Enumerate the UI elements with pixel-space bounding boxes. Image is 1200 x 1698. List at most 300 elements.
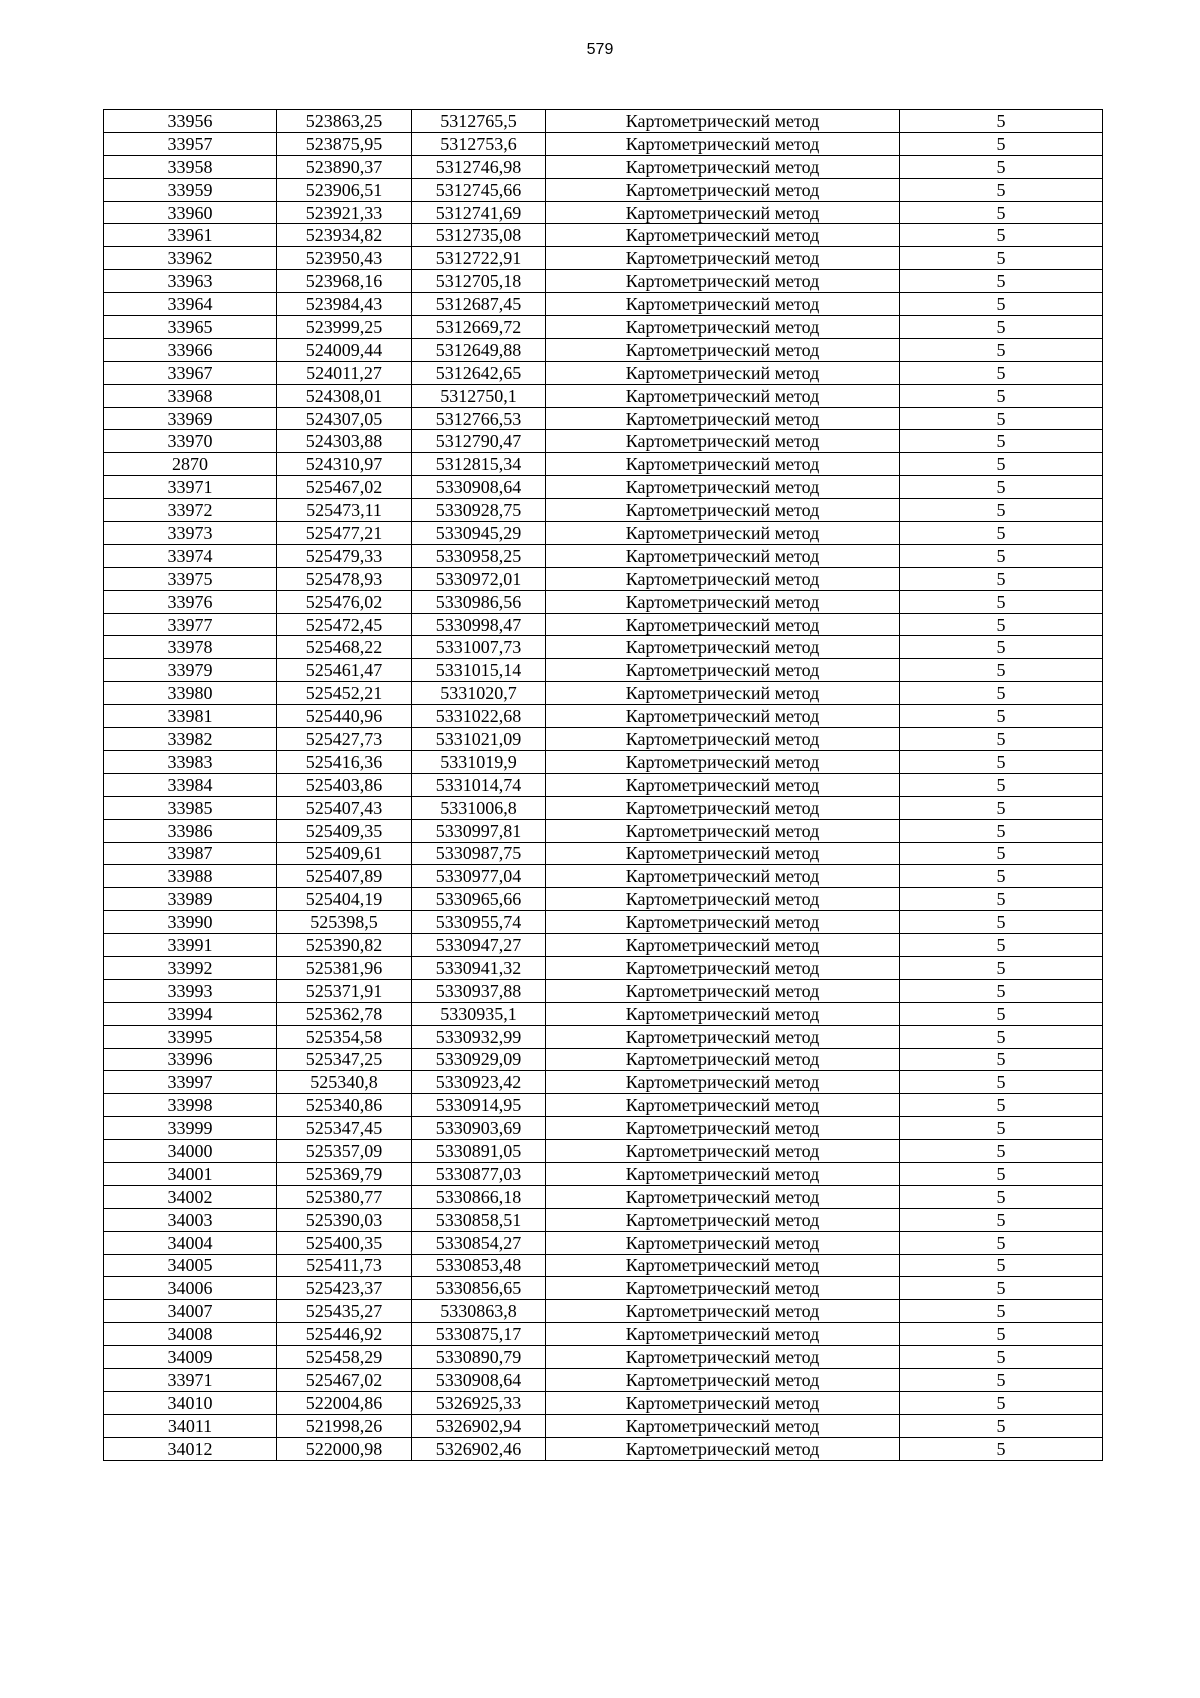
accuracy-cell: 5	[900, 1414, 1103, 1437]
y-coordinate-cell: 5312741,69	[412, 201, 546, 224]
x-coordinate-cell: 524307,05	[277, 407, 412, 430]
accuracy-cell: 5	[900, 567, 1103, 590]
point-number-cell: 33990	[104, 911, 277, 934]
y-coordinate-cell: 5326902,94	[412, 1414, 546, 1437]
x-coordinate-cell: 525473,11	[277, 499, 412, 522]
point-number-cell: 33973	[104, 522, 277, 545]
point-number-cell: 33971	[104, 1368, 277, 1391]
accuracy-cell: 5	[900, 132, 1103, 155]
point-number-cell: 33972	[104, 499, 277, 522]
point-number-cell: 33964	[104, 293, 277, 316]
method-cell: Картометрический метод	[546, 1162, 900, 1185]
point-number-cell: 34008	[104, 1323, 277, 1346]
table-row	[104, 682, 1103, 705]
method-cell: Картометрический метод	[546, 110, 900, 133]
y-coordinate-cell: 5331015,14	[412, 659, 546, 682]
point-number-cell: 33967	[104, 361, 277, 384]
x-coordinate-cell: 524011,27	[277, 361, 412, 384]
method-cell: Картометрический метод	[546, 338, 900, 361]
method-cell: Картометрический метод	[546, 1277, 900, 1300]
accuracy-cell: 5	[900, 407, 1103, 430]
accuracy-cell: 5	[900, 613, 1103, 636]
x-coordinate-cell: 525371,91	[277, 979, 412, 1002]
table-row	[104, 1094, 1103, 1117]
x-coordinate-cell: 525446,92	[277, 1323, 412, 1346]
x-coordinate-cell: 525416,36	[277, 750, 412, 773]
accuracy-cell: 5	[900, 1277, 1103, 1300]
point-number-cell: 33999	[104, 1117, 277, 1140]
accuracy-cell: 5	[900, 750, 1103, 773]
table-row	[104, 567, 1103, 590]
table-row	[104, 453, 1103, 476]
table-row	[104, 1231, 1103, 1254]
table-row	[104, 361, 1103, 384]
x-coordinate-cell: 525380,77	[277, 1185, 412, 1208]
accuracy-cell: 5	[900, 316, 1103, 339]
table-row	[104, 178, 1103, 201]
x-coordinate-cell: 525440,96	[277, 705, 412, 728]
table-row	[104, 705, 1103, 728]
accuracy-cell: 5	[900, 361, 1103, 384]
y-coordinate-cell: 5326902,46	[412, 1437, 546, 1460]
point-number-cell: 33974	[104, 544, 277, 567]
point-number-cell: 33968	[104, 384, 277, 407]
accuracy-cell: 5	[900, 270, 1103, 293]
coordinates-table-body	[104, 110, 1103, 1461]
method-cell: Картометрический метод	[546, 453, 900, 476]
accuracy-cell: 5	[900, 1002, 1103, 1025]
x-coordinate-cell: 522000,98	[277, 1437, 412, 1460]
accuracy-cell: 5	[900, 1346, 1103, 1369]
point-number-cell: 33959	[104, 178, 277, 201]
y-coordinate-cell: 5330908,64	[412, 476, 546, 499]
method-cell: Картометрический метод	[546, 1231, 900, 1254]
accuracy-cell: 5	[900, 911, 1103, 934]
x-coordinate-cell: 525472,45	[277, 613, 412, 636]
table-row	[104, 132, 1103, 155]
point-number-cell: 33978	[104, 636, 277, 659]
y-coordinate-cell: 5312765,5	[412, 110, 546, 133]
x-coordinate-cell: 525479,33	[277, 544, 412, 567]
accuracy-cell: 5	[900, 1300, 1103, 1323]
accuracy-cell: 5	[900, 178, 1103, 201]
point-number-cell: 33985	[104, 796, 277, 819]
x-coordinate-cell: 525369,79	[277, 1162, 412, 1185]
point-number-cell: 33996	[104, 1048, 277, 1071]
method-cell: Картометрический метод	[546, 1094, 900, 1117]
method-cell: Картометрический метод	[546, 1323, 900, 1346]
accuracy-cell: 5	[900, 636, 1103, 659]
x-coordinate-cell: 524308,01	[277, 384, 412, 407]
accuracy-cell: 5	[900, 522, 1103, 545]
method-cell: Картометрический метод	[546, 476, 900, 499]
x-coordinate-cell: 525458,29	[277, 1346, 412, 1369]
method-cell: Картометрический метод	[546, 178, 900, 201]
point-number-cell: 34003	[104, 1208, 277, 1231]
accuracy-cell: 5	[900, 293, 1103, 316]
x-coordinate-cell: 523984,43	[277, 293, 412, 316]
x-coordinate-cell: 521998,26	[277, 1414, 412, 1437]
accuracy-cell: 5	[900, 1140, 1103, 1163]
y-coordinate-cell: 5312815,34	[412, 453, 546, 476]
y-coordinate-cell: 5331007,73	[412, 636, 546, 659]
method-cell: Картометрический метод	[546, 1048, 900, 1071]
table-row	[104, 659, 1103, 682]
method-cell: Картометрический метод	[546, 1368, 900, 1391]
method-cell: Картометрический метод	[546, 659, 900, 682]
method-cell: Картометрический метод	[546, 1140, 900, 1163]
x-coordinate-cell: 525407,43	[277, 796, 412, 819]
accuracy-cell: 5	[900, 453, 1103, 476]
coordinates-table	[103, 109, 1103, 1461]
point-number-cell: 33966	[104, 338, 277, 361]
point-number-cell: 2870	[104, 453, 277, 476]
accuracy-cell: 5	[900, 1254, 1103, 1277]
method-cell: Картометрический метод	[546, 590, 900, 613]
x-coordinate-cell: 525347,45	[277, 1117, 412, 1140]
accuracy-cell: 5	[900, 590, 1103, 613]
accuracy-cell: 5	[900, 1437, 1103, 1460]
method-cell: Картометрический метод	[546, 819, 900, 842]
y-coordinate-cell: 5330903,69	[412, 1117, 546, 1140]
accuracy-cell: 5	[900, 1391, 1103, 1414]
table-row	[104, 1254, 1103, 1277]
x-coordinate-cell: 523921,33	[277, 201, 412, 224]
y-coordinate-cell: 5330977,04	[412, 865, 546, 888]
point-number-cell: 33991	[104, 934, 277, 957]
method-cell: Картометрический метод	[546, 773, 900, 796]
x-coordinate-cell: 525390,03	[277, 1208, 412, 1231]
table-row	[104, 316, 1103, 339]
point-number-cell: 33958	[104, 155, 277, 178]
x-coordinate-cell: 525340,86	[277, 1094, 412, 1117]
y-coordinate-cell: 5330935,1	[412, 1002, 546, 1025]
point-number-cell: 34009	[104, 1346, 277, 1369]
x-coordinate-cell: 525468,22	[277, 636, 412, 659]
method-cell: Картометрический метод	[546, 750, 900, 773]
x-coordinate-cell: 523950,43	[277, 247, 412, 270]
method-cell: Картометрический метод	[546, 979, 900, 1002]
accuracy-cell: 5	[900, 476, 1103, 499]
x-coordinate-cell: 523934,82	[277, 224, 412, 247]
y-coordinate-cell: 5312642,65	[412, 361, 546, 384]
x-coordinate-cell: 523968,16	[277, 270, 412, 293]
y-coordinate-cell: 5330923,42	[412, 1071, 546, 1094]
method-cell: Картометрический метод	[546, 499, 900, 522]
point-number-cell: 33977	[104, 613, 277, 636]
point-number-cell: 33993	[104, 979, 277, 1002]
point-number-cell: 33975	[104, 567, 277, 590]
method-cell: Картометрический метод	[546, 384, 900, 407]
y-coordinate-cell: 5312750,1	[412, 384, 546, 407]
point-number-cell: 33969	[104, 407, 277, 430]
point-number-cell: 33989	[104, 888, 277, 911]
table-row	[104, 934, 1103, 957]
point-number-cell: 33981	[104, 705, 277, 728]
y-coordinate-cell: 5312722,91	[412, 247, 546, 270]
method-cell: Картометрический метод	[546, 1414, 900, 1437]
accuracy-cell: 5	[900, 338, 1103, 361]
point-number-cell: 33980	[104, 682, 277, 705]
y-coordinate-cell: 5330875,17	[412, 1323, 546, 1346]
y-coordinate-cell: 5330937,88	[412, 979, 546, 1002]
accuracy-cell: 5	[900, 1094, 1103, 1117]
x-coordinate-cell: 525409,61	[277, 842, 412, 865]
point-number-cell: 34004	[104, 1231, 277, 1254]
x-coordinate-cell: 525477,21	[277, 522, 412, 545]
method-cell: Картометрический метод	[546, 888, 900, 911]
table-row	[104, 590, 1103, 613]
method-cell: Картометрический метод	[546, 155, 900, 178]
y-coordinate-cell: 5330965,66	[412, 888, 546, 911]
method-cell: Картометрический метод	[546, 1254, 900, 1277]
x-coordinate-cell: 525354,58	[277, 1025, 412, 1048]
method-cell: Картометрический метод	[546, 842, 900, 865]
method-cell: Картометрический метод	[546, 224, 900, 247]
x-coordinate-cell: 525423,37	[277, 1277, 412, 1300]
y-coordinate-cell: 5330928,75	[412, 499, 546, 522]
point-number-cell: 33970	[104, 430, 277, 453]
method-cell: Картометрический метод	[546, 1391, 900, 1414]
method-cell: Картометрический метод	[546, 201, 900, 224]
point-number-cell: 33963	[104, 270, 277, 293]
y-coordinate-cell: 5330929,09	[412, 1048, 546, 1071]
accuracy-cell: 5	[900, 1071, 1103, 1094]
x-coordinate-cell: 525340,8	[277, 1071, 412, 1094]
point-number-cell: 33965	[104, 316, 277, 339]
accuracy-cell: 5	[900, 682, 1103, 705]
method-cell: Картометрический метод	[546, 934, 900, 957]
method-cell: Картометрический метод	[546, 132, 900, 155]
accuracy-cell: 5	[900, 1231, 1103, 1254]
point-number-cell: 33957	[104, 132, 277, 155]
accuracy-cell: 5	[900, 979, 1103, 1002]
point-number-cell: 34005	[104, 1254, 277, 1277]
table-row	[104, 956, 1103, 979]
point-number-cell: 33956	[104, 110, 277, 133]
method-cell: Картометрический метод	[546, 270, 900, 293]
accuracy-cell: 5	[900, 956, 1103, 979]
y-coordinate-cell: 5330856,65	[412, 1277, 546, 1300]
table-row	[104, 773, 1103, 796]
method-cell: Картометрический метод	[546, 1025, 900, 1048]
y-coordinate-cell: 5331006,8	[412, 796, 546, 819]
table-row	[104, 750, 1103, 773]
x-coordinate-cell: 522004,86	[277, 1391, 412, 1414]
table-row	[104, 1391, 1103, 1414]
method-cell: Картометрический метод	[546, 407, 900, 430]
accuracy-cell: 5	[900, 110, 1103, 133]
table-row	[104, 544, 1103, 567]
y-coordinate-cell: 5312766,53	[412, 407, 546, 430]
x-coordinate-cell: 525478,93	[277, 567, 412, 590]
table-row	[104, 819, 1103, 842]
table-row	[104, 636, 1103, 659]
table-row	[104, 1025, 1103, 1048]
y-coordinate-cell: 5330941,32	[412, 956, 546, 979]
table-row	[104, 430, 1103, 453]
y-coordinate-cell: 5330863,8	[412, 1300, 546, 1323]
point-number-cell: 33987	[104, 842, 277, 865]
table-row	[104, 1414, 1103, 1437]
accuracy-cell: 5	[900, 1048, 1103, 1071]
accuracy-cell: 5	[900, 842, 1103, 865]
y-coordinate-cell: 5330945,29	[412, 522, 546, 545]
accuracy-cell: 5	[900, 247, 1103, 270]
table-row	[104, 293, 1103, 316]
y-coordinate-cell: 5330987,75	[412, 842, 546, 865]
point-number-cell: 33992	[104, 956, 277, 979]
x-coordinate-cell: 525427,73	[277, 728, 412, 751]
method-cell: Картометрический метод	[546, 293, 900, 316]
table-row	[104, 1185, 1103, 1208]
y-coordinate-cell: 5330877,03	[412, 1162, 546, 1185]
accuracy-cell: 5	[900, 544, 1103, 567]
table-row	[104, 1300, 1103, 1323]
y-coordinate-cell: 5330955,74	[412, 911, 546, 934]
point-number-cell: 33979	[104, 659, 277, 682]
table-row	[104, 1071, 1103, 1094]
table-row	[104, 865, 1103, 888]
x-coordinate-cell: 525407,89	[277, 865, 412, 888]
table-row	[104, 979, 1103, 1002]
method-cell: Картометрический метод	[546, 613, 900, 636]
table-row	[104, 270, 1103, 293]
point-number-cell: 33986	[104, 819, 277, 842]
table-row	[104, 476, 1103, 499]
y-coordinate-cell: 5312746,98	[412, 155, 546, 178]
table-row	[104, 384, 1103, 407]
method-cell: Картометрический метод	[546, 1117, 900, 1140]
x-coordinate-cell: 525435,27	[277, 1300, 412, 1323]
table-row	[104, 1368, 1103, 1391]
x-coordinate-cell: 525467,02	[277, 1368, 412, 1391]
table-row	[104, 842, 1103, 865]
x-coordinate-cell: 525347,25	[277, 1048, 412, 1071]
method-cell: Картометрический метод	[546, 361, 900, 384]
point-number-cell: 33995	[104, 1025, 277, 1048]
y-coordinate-cell: 5331014,74	[412, 773, 546, 796]
table-row	[104, 1162, 1103, 1185]
method-cell: Картометрический метод	[546, 911, 900, 934]
x-coordinate-cell: 525452,21	[277, 682, 412, 705]
x-coordinate-cell: 525400,35	[277, 1231, 412, 1254]
method-cell: Картометрический метод	[546, 1002, 900, 1025]
accuracy-cell: 5	[900, 659, 1103, 682]
table-row	[104, 110, 1103, 133]
x-coordinate-cell: 525461,47	[277, 659, 412, 682]
y-coordinate-cell: 5330854,27	[412, 1231, 546, 1254]
x-coordinate-cell: 523890,37	[277, 155, 412, 178]
point-number-cell: 33997	[104, 1071, 277, 1094]
method-cell: Картометрический метод	[546, 247, 900, 270]
point-number-cell: 34011	[104, 1414, 277, 1437]
method-cell: Картометрический метод	[546, 682, 900, 705]
y-coordinate-cell: 5330890,79	[412, 1346, 546, 1369]
y-coordinate-cell: 5330914,95	[412, 1094, 546, 1117]
x-coordinate-cell: 524303,88	[277, 430, 412, 453]
accuracy-cell: 5	[900, 705, 1103, 728]
point-number-cell: 34002	[104, 1185, 277, 1208]
method-cell: Картометрический метод	[546, 705, 900, 728]
x-coordinate-cell: 525362,78	[277, 1002, 412, 1025]
table-row	[104, 728, 1103, 751]
table-row	[104, 888, 1103, 911]
y-coordinate-cell: 5312745,66	[412, 178, 546, 201]
table-row	[104, 1277, 1103, 1300]
x-coordinate-cell: 525390,82	[277, 934, 412, 957]
accuracy-cell: 5	[900, 1323, 1103, 1346]
x-coordinate-cell: 525357,09	[277, 1140, 412, 1163]
method-cell: Картометрический метод	[546, 544, 900, 567]
point-number-cell: 33982	[104, 728, 277, 751]
x-coordinate-cell: 523999,25	[277, 316, 412, 339]
x-coordinate-cell: 525409,35	[277, 819, 412, 842]
x-coordinate-cell: 525411,73	[277, 1254, 412, 1277]
point-number-cell: 34007	[104, 1300, 277, 1323]
accuracy-cell: 5	[900, 1162, 1103, 1185]
method-cell: Картометрический метод	[546, 430, 900, 453]
y-coordinate-cell: 5330891,05	[412, 1140, 546, 1163]
y-coordinate-cell: 5330997,81	[412, 819, 546, 842]
y-coordinate-cell: 5330958,25	[412, 544, 546, 567]
x-coordinate-cell: 525467,02	[277, 476, 412, 499]
point-number-cell: 33971	[104, 476, 277, 499]
y-coordinate-cell: 5330972,01	[412, 567, 546, 590]
accuracy-cell: 5	[900, 773, 1103, 796]
accuracy-cell: 5	[900, 728, 1103, 751]
y-coordinate-cell: 5326925,33	[412, 1391, 546, 1414]
y-coordinate-cell: 5331019,9	[412, 750, 546, 773]
x-coordinate-cell: 523875,95	[277, 132, 412, 155]
y-coordinate-cell: 5330998,47	[412, 613, 546, 636]
y-coordinate-cell: 5330947,27	[412, 934, 546, 957]
method-cell: Картометрический метод	[546, 636, 900, 659]
table-row	[104, 796, 1103, 819]
method-cell: Картометрический метод	[546, 1437, 900, 1460]
x-coordinate-cell: 525476,02	[277, 590, 412, 613]
y-coordinate-cell: 5331021,09	[412, 728, 546, 751]
accuracy-cell: 5	[900, 865, 1103, 888]
y-coordinate-cell: 5330932,99	[412, 1025, 546, 1048]
y-coordinate-cell: 5330866,18	[412, 1185, 546, 1208]
point-number-cell: 34012	[104, 1437, 277, 1460]
x-coordinate-cell: 523863,25	[277, 110, 412, 133]
y-coordinate-cell: 5312669,72	[412, 316, 546, 339]
accuracy-cell: 5	[900, 1208, 1103, 1231]
x-coordinate-cell: 524310,97	[277, 453, 412, 476]
accuracy-cell: 5	[900, 155, 1103, 178]
table-row	[104, 407, 1103, 430]
point-number-cell: 34001	[104, 1162, 277, 1185]
method-cell: Картометрический метод	[546, 522, 900, 545]
x-coordinate-cell: 525404,19	[277, 888, 412, 911]
y-coordinate-cell: 5330908,64	[412, 1368, 546, 1391]
table-row	[104, 338, 1103, 361]
accuracy-cell: 5	[900, 1185, 1103, 1208]
x-coordinate-cell: 525381,96	[277, 956, 412, 979]
table-row	[104, 1323, 1103, 1346]
table-row	[104, 1437, 1103, 1460]
method-cell: Картометрический метод	[546, 1208, 900, 1231]
accuracy-cell: 5	[900, 796, 1103, 819]
accuracy-cell: 5	[900, 888, 1103, 911]
point-number-cell: 34006	[104, 1277, 277, 1300]
accuracy-cell: 5	[900, 819, 1103, 842]
method-cell: Картометрический метод	[546, 1185, 900, 1208]
method-cell: Картометрический метод	[546, 1071, 900, 1094]
page-number: 579	[586, 41, 614, 58]
